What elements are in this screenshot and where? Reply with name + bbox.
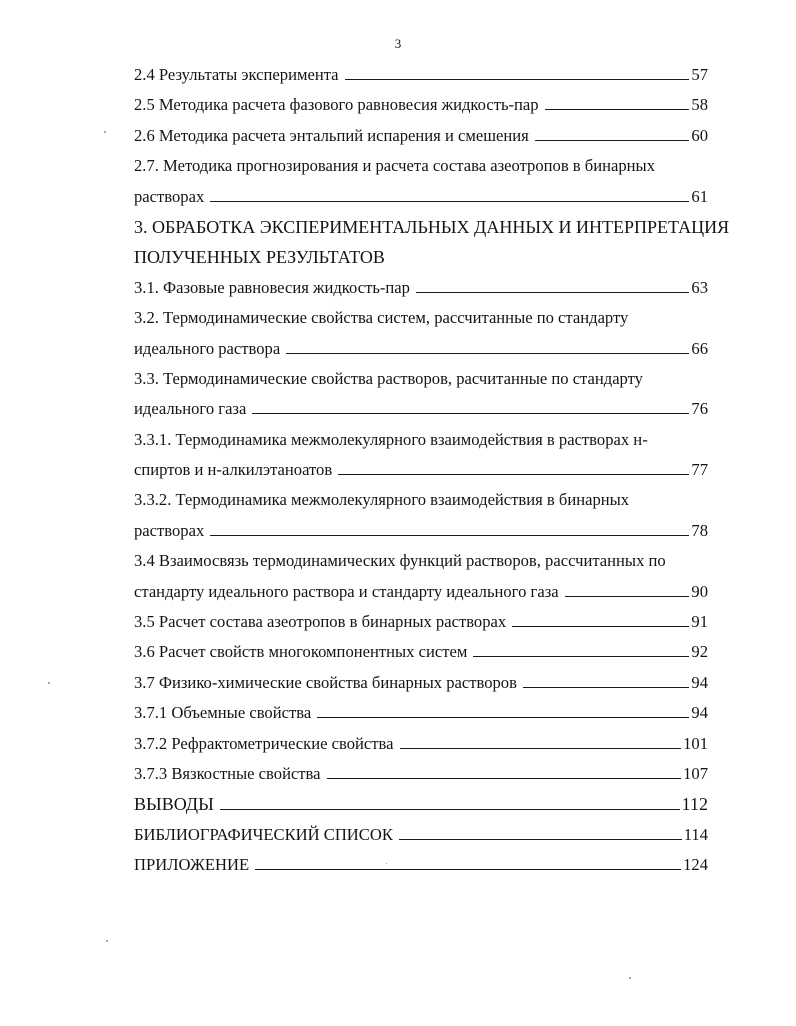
toc-entry <box>134 151 708 181</box>
toc-entry-title: 3.7.2 Рефрактометрические свойства <box>134 733 394 753</box>
toc-entry-page: 61 <box>691 186 708 206</box>
dot-leader <box>545 109 690 110</box>
dot-leader <box>252 413 689 414</box>
toc-entry <box>134 425 708 455</box>
dot-leader <box>473 656 689 657</box>
toc-entry-title: 3.5 Расчет состава азеотропов в бинарных растворах <box>134 612 507 632</box>
toc-entry-title: 3.2. Термодинамические свойства систем, рассчитанные по стандарту <box>134 308 629 328</box>
scan-speck <box>386 863 387 864</box>
toc-entry-page: 94 <box>691 703 708 723</box>
toc-entry-page: 90 <box>691 581 708 601</box>
toc-entry-title: 3.3. Термодинамические свойства растворов, расчитанные по стандарту <box>134 368 643 388</box>
toc-entry-page: 101 <box>683 733 708 753</box>
dot-leader <box>535 140 690 141</box>
toc-entry-page: 94 <box>691 672 708 692</box>
toc-entry-page: 60 <box>691 125 708 145</box>
toc-entry-title-continuation: спиртов и н-алкилэтаноатов <box>134 460 333 480</box>
dot-leader <box>286 353 689 354</box>
toc-entry-page: 76 <box>691 399 708 419</box>
toc-entry-page: 66 <box>691 338 708 358</box>
toc-entry-page: 91 <box>691 612 708 632</box>
toc-entry-title: 3.1. Фазовые равновесия жидкость-пар <box>134 277 410 297</box>
toc-entry <box>134 485 708 515</box>
toc-entry <box>134 303 708 333</box>
toc-entry-title: БИБЛИОГРАФИЧЕСКИЙ СПИСОК <box>134 824 393 844</box>
toc-entry-page: 57 <box>691 65 708 84</box>
table-of-contents <box>134 60 730 881</box>
toc-entry-title-continuation: растворах <box>134 520 205 540</box>
toc-entry-title: 3.7 Физико-химические свойства бинарных растворов <box>134 672 517 692</box>
toc-entry-page: 78 <box>691 520 708 540</box>
toc-entry-page: 92 <box>691 642 708 662</box>
toc-entry-title: ПРИЛОЖЕНИЕ <box>134 855 250 875</box>
toc-entry <box>134 60 708 90</box>
toc-entry-continuation <box>134 394 708 424</box>
toc-entry <box>134 607 708 637</box>
dot-leader <box>210 201 689 202</box>
toc-entry <box>134 546 708 576</box>
dot-leader <box>210 535 689 536</box>
toc-entry-title-continuation: идеального раствора <box>134 338 281 358</box>
toc-entry <box>134 698 708 728</box>
dot-leader <box>255 869 681 870</box>
toc-entry-title: 3.3.2. Термодинамика межмолекулярного взаимодействия в бинарных <box>134 490 630 510</box>
scan-speck <box>48 682 50 684</box>
toc-entry-continuation <box>134 516 708 546</box>
toc-entry-title: 3.7.3 Вязкостные свойства <box>134 763 321 783</box>
toc-entry-title: 2.7. Методика прогнозирования и расчета состава азеотропов в бинарных <box>134 156 655 176</box>
toc-entry <box>134 850 708 880</box>
dot-leader <box>345 79 690 80</box>
toc-entry-title: 2.6 Методика расчета энтальпий испарения и смешения <box>134 125 529 145</box>
page-number: 3 <box>394 36 402 51</box>
toc-entry-title: 3.3.1. Термодинамика межмолекулярного взаимодействия в растворах н- <box>134 429 648 449</box>
toc-entry-title-continuation: стандарту идеального раствора и стандарту идеального газа <box>134 581 559 601</box>
toc-entry-title-continuation: идеального газа <box>134 399 247 419</box>
dot-leader <box>523 687 689 688</box>
dot-leader <box>327 778 682 779</box>
scan-speck <box>106 940 108 942</box>
toc-entry-page: 77 <box>691 460 708 480</box>
toc-section-heading <box>134 212 730 242</box>
toc-entry-title-continuation: ПОЛУЧЕННЫХ РЕЗУЛЬТАТОВ <box>134 247 385 268</box>
toc-entry-page: 124 <box>683 855 708 875</box>
toc-entry-title: 3. ОБРАБОТКА ЭКСПЕРИМЕНТАЛЬНЫХ ДАННЫХ И ИНТЕРПРЕТАЦИЯ <box>134 216 730 237</box>
scan-speck <box>104 131 106 133</box>
dot-leader <box>565 596 690 597</box>
toc-entry-title: 3.7.1 Объемные свойства <box>134 703 312 723</box>
scan-speck <box>629 977 631 979</box>
toc-entry-page: 63 <box>691 277 708 297</box>
toc-entry-title-continuation: растворах <box>134 186 205 206</box>
toc-entry-title: 2.5 Методика расчета фазового равновесия жидкость-пар <box>134 95 539 115</box>
toc-entry <box>134 668 708 698</box>
toc-entry-page: 107 <box>683 763 708 783</box>
toc-entry-continuation <box>134 334 708 364</box>
toc-entry-page: 114 <box>683 824 708 844</box>
toc-entry <box>134 273 708 303</box>
toc-entry-page: 112 <box>681 794 708 815</box>
toc-entry-continuation <box>134 455 708 485</box>
dot-leader <box>338 474 689 475</box>
toc-entry-title: ВЫВОДЫ <box>134 794 214 815</box>
dot-leader <box>399 839 682 840</box>
toc-entry <box>134 759 708 789</box>
toc-entry <box>134 90 708 120</box>
toc-entry <box>134 729 708 759</box>
dot-leader <box>220 809 680 810</box>
toc-section-heading-continuation <box>134 242 708 272</box>
toc-entry-title: 3.4 Взаимосвязь термодинамических функций растворов, рассчитанных по <box>134 551 666 571</box>
dot-leader <box>317 717 689 718</box>
toc-entry-page: 58 <box>691 95 708 115</box>
dot-leader <box>512 626 689 627</box>
toc-entry <box>134 789 708 819</box>
toc-entry-continuation <box>134 182 708 212</box>
toc-entry <box>134 637 708 667</box>
toc-entry-title: 2.4 Результаты эксперимента <box>134 65 339 84</box>
dot-leader <box>400 748 682 749</box>
toc-entry <box>134 121 708 151</box>
dot-leader <box>416 292 689 293</box>
toc-entry-continuation <box>134 577 708 607</box>
toc-entry-title: 3.6 Расчет свойств многокомпонентных систем <box>134 642 468 662</box>
toc-entry <box>134 820 708 850</box>
toc-entry <box>134 364 708 394</box>
